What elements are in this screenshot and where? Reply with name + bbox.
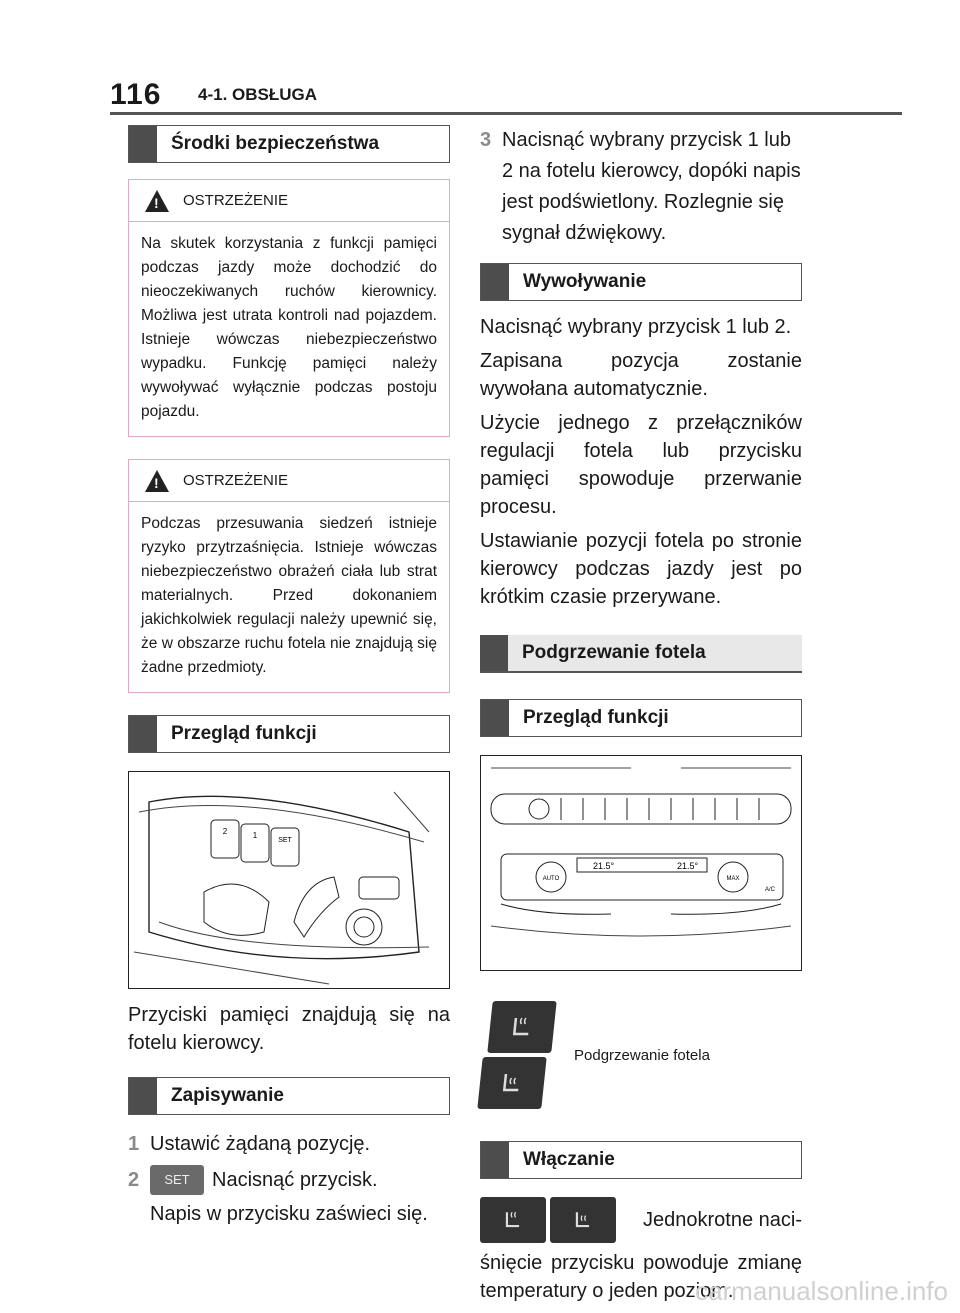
seat-memory-illustration [128,771,450,989]
recall-paragraph-4: Ustawianie pozycji fotela po stronie kierowcy podczas jazdy jest po krótkim czasie przerywane. [480,530,802,608]
watermark: carmanualsonline.info [695,1276,948,1306]
step-2: 2 SET Nacisnąć przycisk. [128,1165,450,1195]
seat-button-1-label: 1 [252,831,258,840]
seat-heating-button-lower [477,1057,546,1109]
warning-text: Na skutek korzystania z funkcji pamięci podczas jazdy może dochodzić do nieoczekiwanych ruchów kierownicy. Możliwa jest utrata kontroli nad pojazdem. Istnieje wówczas niebezpieczeństwo wypadku. Funkcję pamięci należy wywoływać wyłącznie podczas postoju pojazdu. [141,235,437,420]
warning-title: OSTRZEŻENIE [183,192,289,209]
saving-heading: Zapisywanie [128,1077,450,1115]
set-button-icon: SET [150,1165,204,1195]
seat-heating-legend [480,1001,802,1109]
panel-ac-label: A/C [765,887,776,893]
seat-heating-button-upper [487,1001,556,1053]
seat-heating-icon [495,1068,528,1098]
warning-box-memory [128,179,450,437]
seat-heating-heading: Podgrzewanie fotela [480,635,802,673]
memory-location-text: Przyciski pamięci znajdują się na fotelu kierowcy. [128,1004,450,1054]
seat-button-2-label: 2 [222,827,228,836]
section-title: 4-1. OBSŁUGA [198,85,318,104]
left-column [128,125,450,1229]
climate-panel-illustration [480,755,802,971]
safety-heading: Środki bezpieczeństwa [128,125,450,163]
seat-heating-button-right [550,1197,616,1243]
seat-set-label: SET [278,837,292,844]
warning-icon [145,470,169,492]
switch-on-text-first-line: Jednokrotne naci- [643,1209,802,1231]
recall-paragraph-3: Użycie jednego z przełączników regulacji fotela lub przycisku pamięci spowoduje przerwanie procesu. [480,412,802,518]
switch-on-row [480,1197,802,1243]
temp-left-readout: 21.5° [593,861,615,871]
recall-paragraph-2: Zapisana pozycja zostanie wywołana automatycznie. [480,350,802,400]
seat-heating-icon [570,1207,596,1233]
step-1: 1 Ustawić żądaną pozycję. [128,1133,371,1155]
seat-heating-icon [500,1207,526,1233]
recall-paragraph-1: Nacisnąć wybrany przycisk 1 lub 2. [480,316,792,338]
page-number: 116 [110,78,162,111]
switch-on-text: śnięcie przycisku powoduje zmianę temperatury o jeden poziom. [480,1252,802,1302]
warning-box-pinch [128,459,450,693]
recall-heading: Wywoływanie [480,263,802,301]
panel-auto-label: AUTO [542,876,560,882]
step-3: 3 Nacisnąć wybrany przycisk 1 lub 2 na fotelu kierowcy, dopóki napis jest podświetlony. Rozlegnie się sygnał dźwiękowy. [480,129,801,244]
seat-heating-caption: Podgrzewanie fotela [574,1046,710,1064]
header-rule [110,112,902,115]
right-column [480,125,802,1305]
panel-max-label: MAX [726,876,740,882]
heating-overview-heading: Przegląd funkcji [480,699,802,737]
warning-icon [145,190,169,212]
step-2-note: Napis w przycisku zaświeci się. [150,1203,428,1225]
seat-heating-button-left [480,1197,546,1243]
temp-right-readout: 21.5° [677,861,699,871]
switch-on-heading: Włączanie [480,1141,802,1179]
warning-text: Podczas przesuwania siedzeń istnieje ryzyko przytrzaśnięcia. Istnieje wówczas niebezpieczeństwo obrażeń ciała lub strat materialnych. Przed dokonaniem jakichkolwiek regulacji należy upewnić się, że w obszarze ruchu fotela nie znajdują się żadne przedmioty. [141,515,437,676]
warning-title: OSTRZEŻENIE [183,472,289,489]
seat-heating-icon [505,1012,538,1042]
overview-heading: Przegląd funkcji [128,715,450,753]
